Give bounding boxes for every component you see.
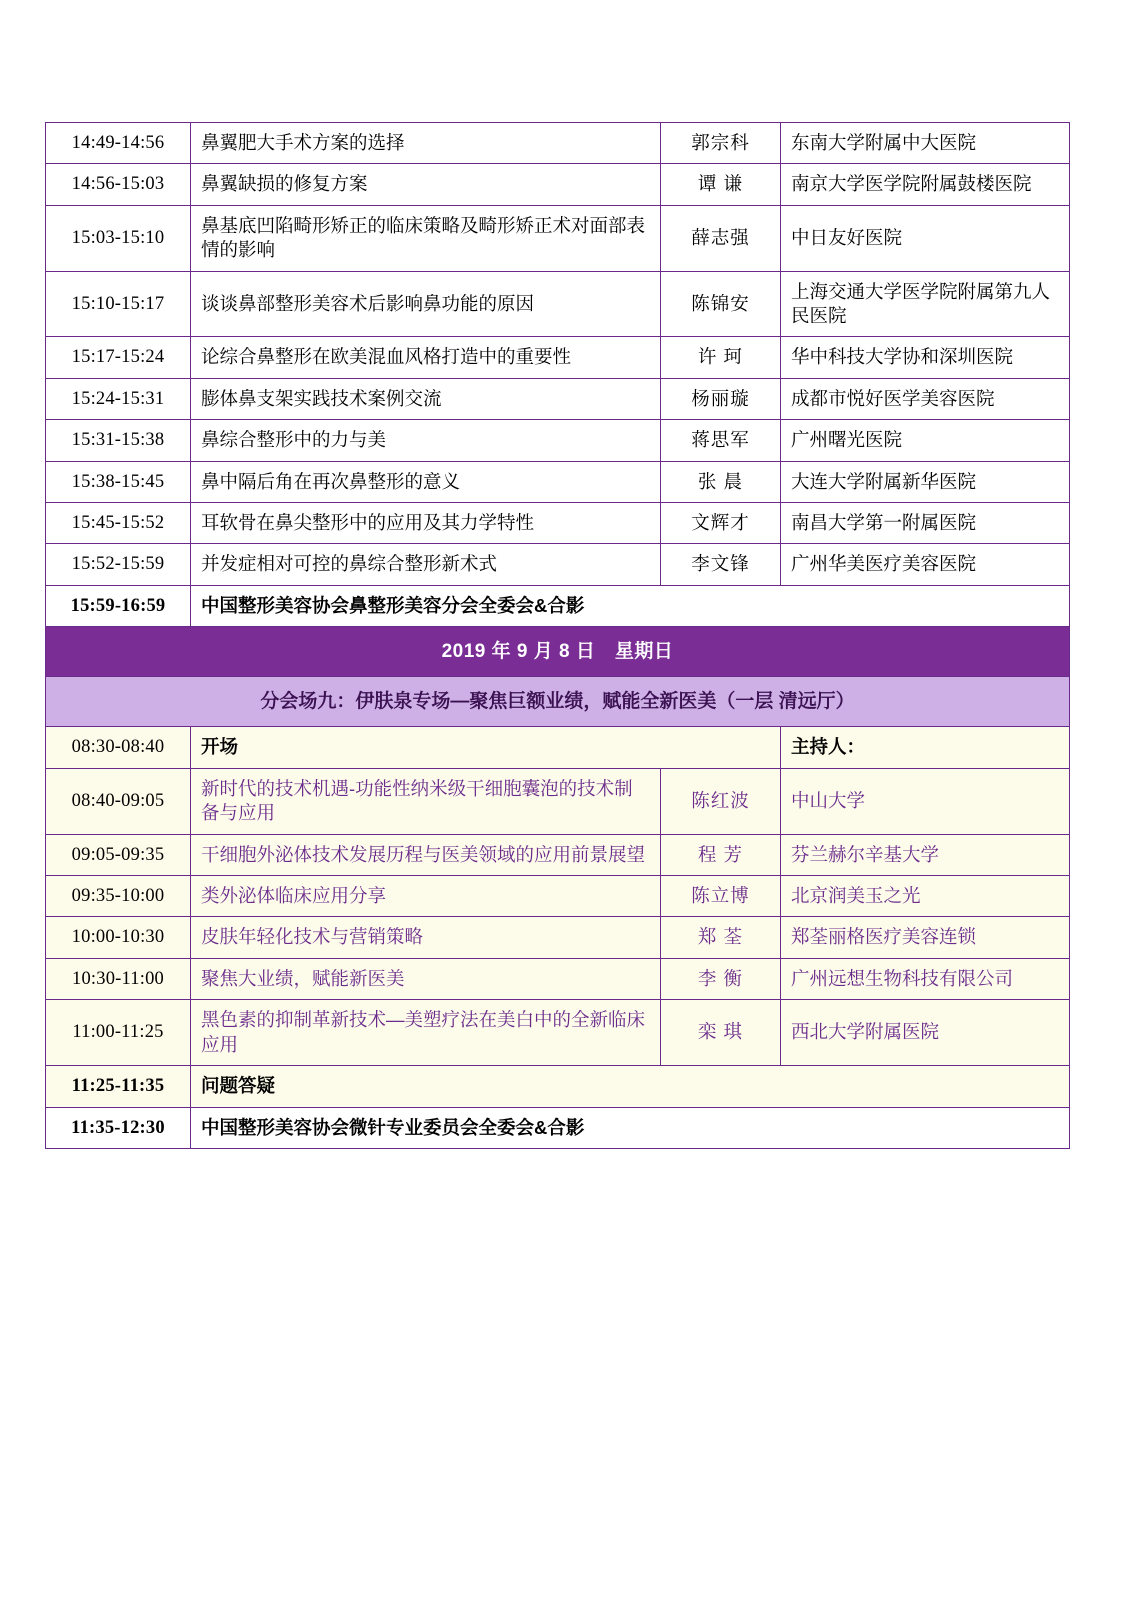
cell-speaker: 陈红波: [661, 768, 781, 834]
cell-time: 14:56-15:03: [46, 164, 191, 205]
cell-time: 15:17-15:24: [46, 337, 191, 378]
cell-organization: 上海交通大学医学院附属第九人民医院: [781, 271, 1070, 337]
cell-title: 鼻中隔后角在再次鼻整形的意义: [191, 461, 661, 502]
cell-title: 鼻翼肥大手术方案的选择: [191, 123, 661, 164]
cell-speaker: 薛志强: [661, 205, 781, 271]
cell-organization: 中山大学: [781, 768, 1070, 834]
cell-title: 鼻翼缺损的修复方案: [191, 164, 661, 205]
table-row-meeting: [46, 1107, 1070, 1148]
session-banner-label: 分会场九：伊肤泉专场—聚焦巨额业绩，赋能全新医美（一层 清远厅）: [46, 677, 1070, 727]
cell-time: 09:05-09:35: [46, 834, 191, 875]
cell-organization: 广州远想生物科技有限公司: [781, 958, 1070, 999]
cell-organization: 中日友好医院: [781, 205, 1070, 271]
cell-organization: 芬兰赫尔辛基大学: [781, 834, 1070, 875]
cell-organization: 北京润美玉之光: [781, 876, 1070, 917]
cell-time: 09:35-10:00: [46, 876, 191, 917]
schedule-table: [45, 122, 1070, 1149]
cell-time: 08:40-09:05: [46, 768, 191, 834]
cell-title: 黑色素的抑制革新技术—美塑疗法在美白中的全新临床应用: [191, 1000, 661, 1066]
cell-organization: 郑荃丽格医疗美容连锁: [781, 917, 1070, 958]
cell-time: 15:31-15:38: [46, 420, 191, 461]
table-row: [46, 337, 1070, 378]
cell-title: 皮肤年轻化技术与营销策略: [191, 917, 661, 958]
cell-time: 08:30-08:40: [46, 727, 191, 768]
table-row: [46, 271, 1070, 337]
day-banner-label: 2019 年 9 月 8 日 星期日: [46, 627, 1070, 677]
cell-organization: 东南大学附属中大医院: [781, 123, 1070, 164]
cell-speaker: 李 衡: [661, 958, 781, 999]
cell-speaker: 程 芳: [661, 834, 781, 875]
cell-title: 聚焦大业绩，赋能新医美: [191, 958, 661, 999]
table-row: [46, 164, 1070, 205]
cell-speaker: 陈锦安: [661, 271, 781, 337]
table-row: [46, 123, 1070, 164]
cell-speaker: 郑 荃: [661, 917, 781, 958]
cell-time: 10:00-10:30: [46, 917, 191, 958]
table-row: [46, 1000, 1070, 1066]
cell-time: 15:24-15:31: [46, 378, 191, 419]
cell-title: 干细胞外泌体技术发展历程与医美领域的应用前景展望: [191, 834, 661, 875]
cell-speaker: 文辉才: [661, 503, 781, 544]
cell-speaker: 杨丽璇: [661, 378, 781, 419]
cell-organization: 西北大学附属医院: [781, 1000, 1070, 1066]
cell-speaker: 陈立博: [661, 876, 781, 917]
cell-time: 10:30-11:00: [46, 958, 191, 999]
table-row: [46, 461, 1070, 502]
table-row-open: [46, 727, 1070, 768]
cell-time: 11:25-11:35: [46, 1066, 191, 1107]
cell-title: 新时代的技术机遇-功能性纳米级干细胞囊泡的技术制备与应用: [191, 768, 661, 834]
cell-organization: 华中科技大学协和深圳医院: [781, 337, 1070, 378]
cell-time: 11:00-11:25: [46, 1000, 191, 1066]
cell-title: 并发症相对可控的鼻综合整形新术式: [191, 544, 661, 585]
table-row: [46, 544, 1070, 585]
table-row: [46, 503, 1070, 544]
cell-title: 膨体鼻支架实践技术案例交流: [191, 378, 661, 419]
cell-open-title: 开场: [191, 727, 781, 768]
cell-time: 15:59-16:59: [46, 585, 191, 626]
cell-organization: 广州华美医疗美容医院: [781, 544, 1070, 585]
table-row-meeting: [46, 585, 1070, 626]
cell-speaker: 谭 谦: [661, 164, 781, 205]
cell-organization: 南昌大学第一附属医院: [781, 503, 1070, 544]
cell-speaker: 郭宗科: [661, 123, 781, 164]
cell-speaker: 张 晨: [661, 461, 781, 502]
cell-time: 15:45-15:52: [46, 503, 191, 544]
cell-title: 鼻基底凹陷畸形矫正的临床策略及畸形矫正术对面部表情的影响: [191, 205, 661, 271]
cell-host-label: 主持人：: [781, 727, 1070, 768]
cell-organization: 广州曙光医院: [781, 420, 1070, 461]
table-row: [46, 378, 1070, 419]
table-row: [46, 876, 1070, 917]
schedule-body: [46, 123, 1070, 1149]
cell-title: 类外泌体临床应用分享: [191, 876, 661, 917]
cell-title: 鼻综合整形中的力与美: [191, 420, 661, 461]
cell-qa-title: 问题答疑: [191, 1066, 1070, 1107]
cell-meeting-title: 中国整形美容协会鼻整形美容分会全委会&合影: [191, 585, 1070, 626]
cell-title: 论综合鼻整形在欧美混血风格打造中的重要性: [191, 337, 661, 378]
cell-speaker: 许 珂: [661, 337, 781, 378]
cell-time: 15:10-15:17: [46, 271, 191, 337]
cell-speaker: 蒋思军: [661, 420, 781, 461]
day-banner-row: [46, 627, 1070, 677]
cell-organization: 成都市悦好医学美容医院: [781, 378, 1070, 419]
cell-meeting-title: 中国整形美容协会微针专业委员会全委会&合影: [191, 1107, 1070, 1148]
table-row: [46, 834, 1070, 875]
cell-title: 耳软骨在鼻尖整形中的应用及其力学特性: [191, 503, 661, 544]
cell-organization: 大连大学附属新华医院: [781, 461, 1070, 502]
cell-time: 15:38-15:45: [46, 461, 191, 502]
cell-time: 15:03-15:10: [46, 205, 191, 271]
table-row: [46, 768, 1070, 834]
cell-organization: 南京大学医学院附属鼓楼医院: [781, 164, 1070, 205]
session-banner-row: [46, 677, 1070, 727]
cell-time: 14:49-14:56: [46, 123, 191, 164]
cell-time: 11:35-12:30: [46, 1107, 191, 1148]
cell-title: 谈谈鼻部整形美容术后影响鼻功能的原因: [191, 271, 661, 337]
table-row: [46, 917, 1070, 958]
cell-speaker: 李文锋: [661, 544, 781, 585]
cell-time: 15:52-15:59: [46, 544, 191, 585]
table-row-qa: [46, 1066, 1070, 1107]
cell-speaker: 栾 琪: [661, 1000, 781, 1066]
table-row: [46, 958, 1070, 999]
table-row: [46, 420, 1070, 461]
table-row: [46, 205, 1070, 271]
